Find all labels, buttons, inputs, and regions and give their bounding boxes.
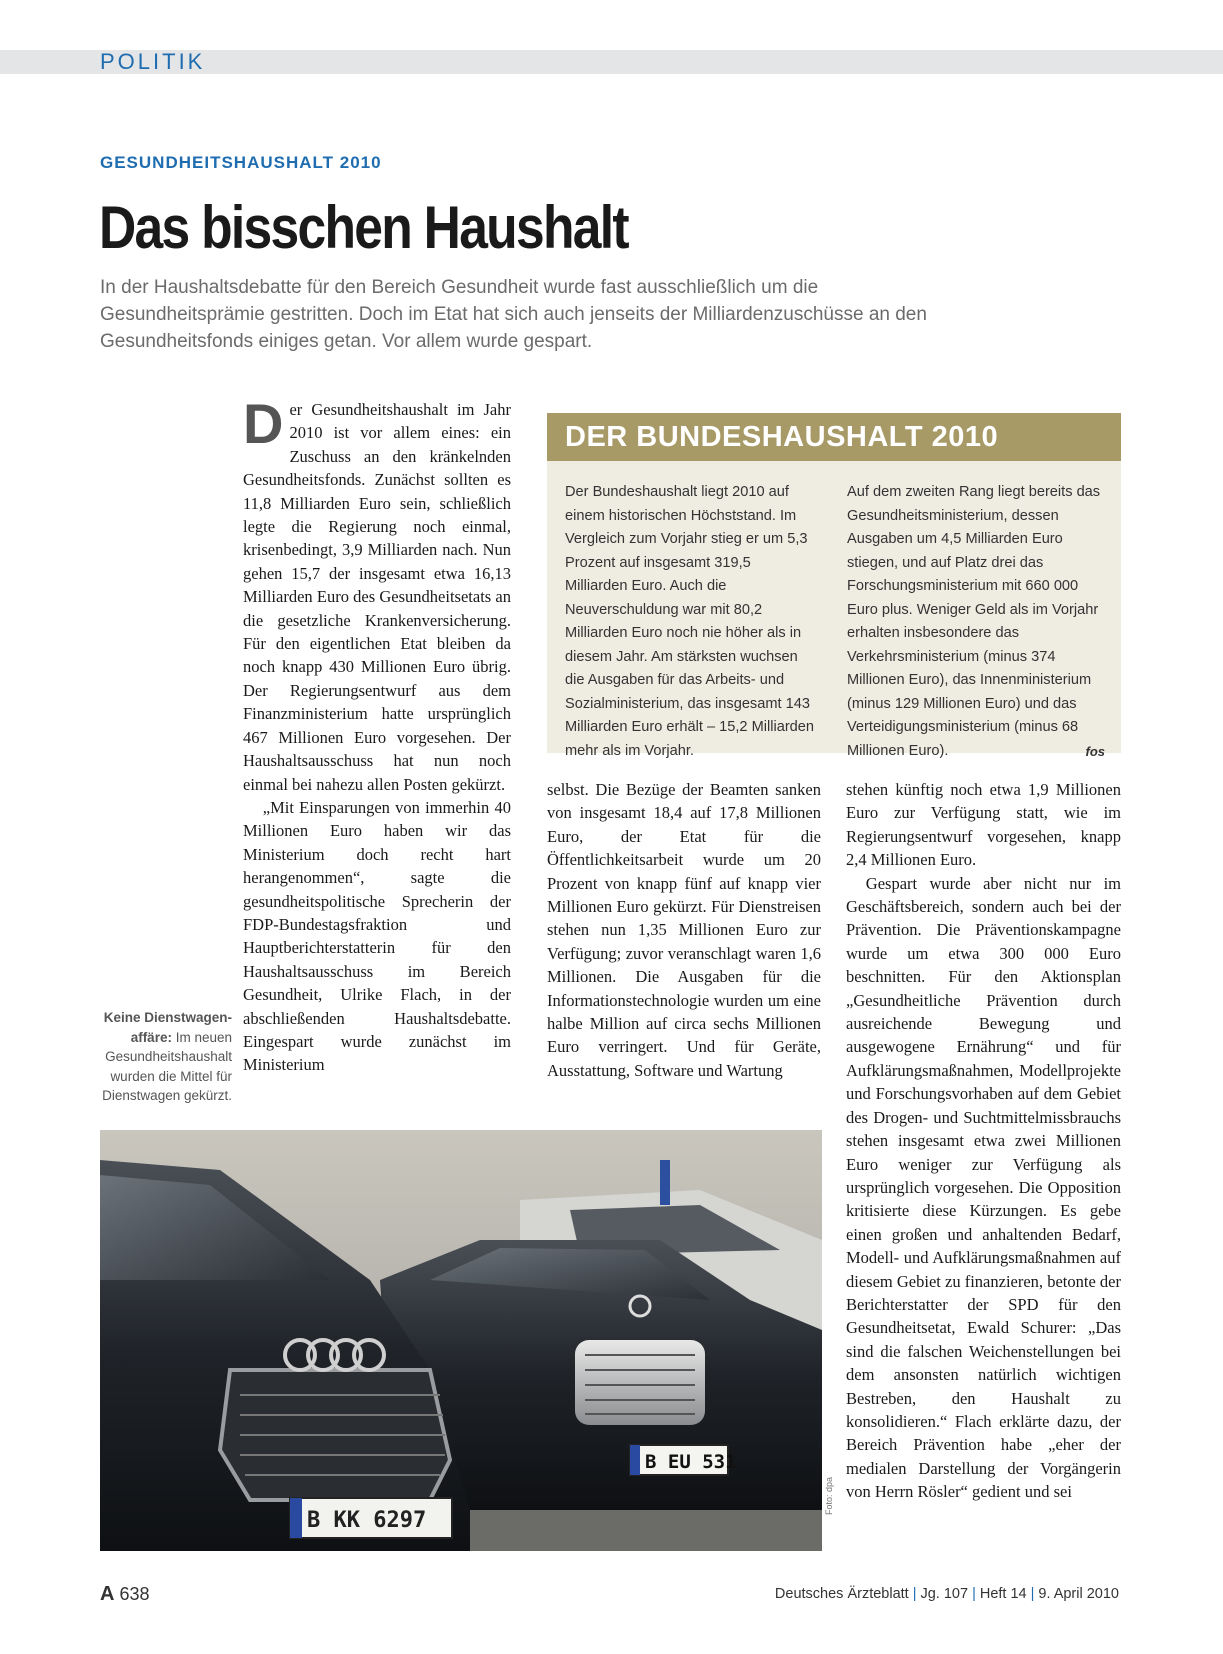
cars-photo-illustration — [100, 1130, 822, 1551]
info-box-text-left: Der Bundeshaushalt liegt 2010 auf einem historischen Höchststand. Im Vergleich zum Vorjahr stieg er um 5,3 Prozent auf insgesamt 319,5 Milliarden Euro. Auch die Neuverschuldung war mit 80,2 Milliarden Euro noch nie höher als in diesem Jahr. Am stärksten wuchsen die Ausgaben für das Arbeits- und Sozialministerium, das insgesamt 143 Milliarden Euro erhält – 15,2 Milliarden mehr als im Vorjahr. — [565, 484, 815, 759]
caption-bold: Keine Dienstwagenaffäre: — [103, 1010, 232, 1045]
article-paragraph: selbst. Die Bezüge der Beamten sanken von insgesamt 18,4 auf 17,8 Millionen Euro, der Etat für die Öffentlichkeitsarbeit wurde um 20 Prozent von knapp fünf auf knapp vier Millionen Euro gekürzt. Für Dienstreisen stehen nun 1,35 Millionen Euro zur Verfügung; zuvor veranschlagt waren 1,6 Millionen. Die Ausgaben für die Informationstechnologie wurden um eine halbe Million auf circa sechs Millionen Euro verringert. Und für Geräte, Ausstattung, Software und Wartung — [547, 780, 821, 1080]
license-plate-right: B EU 531 — [645, 1451, 737, 1473]
info-box-signature: fos — [1085, 743, 1105, 759]
article-paragraph: stehen künftig noch etwa 1,9 Millionen Euro zur Verfügung statt, wie im Regierungsentwurf vorgesehen, knapp 2,4 Millionen Euro. — [846, 780, 1121, 870]
section-label: POLITIK — [100, 49, 206, 74]
photo-credit: Foto: dpa — [824, 1476, 834, 1515]
info-box — [547, 413, 1121, 759]
article-photo — [100, 1130, 822, 1551]
article-kicker: GESUNDHEITSHAUSHALT 2010 — [100, 153, 382, 172]
journal-issue: Heft 14 — [979, 1586, 1027, 1602]
article-column-3 — [846, 778, 1121, 1504]
footer-journal-info: Deutsches Ärzteblatt | Jg. 107 | Heft 14 | 9. April 2010 — [774, 1586, 1119, 1602]
article-column-1 — [243, 392, 511, 1077]
caption-text: Im neuen Gesundheitshaushalt wurden die Mittel für Dienstwagen gekürzt. — [102, 1029, 232, 1103]
article-paragraph: Gespart wurde aber nicht nur im Geschäftsbereich, sondern auch bei der Prävention. Die Präventionskampagne wurde um etwa 300 000 Euro beschnitten. Für den Aktionsplan „Gesundheitliche Prävention durch ausreichende Bewegung und ausgewogene Ernährung“ und für Aufklärungsmaßnahmen, Modellprojekte und Forschungsvorhaben auf dem Gebiet des Drogen- und Suchtmittelmissbrauchs stehen insgesamt etwa zwei Millionen Euro weniger zur Verfügung als ursprünglich vorgesehen. Die Opposition kritisierte diese Kürzungen. Es gebe einen großen und anhaltenden Bedarf, Modell- und Aufklärungsmaßnahmen auf diesem Gebiet zu finanzieren, betonte der Berichterstatter der SPD für den Gesundheitsetat, Ewald Schurer: „Das sind die falschen Weichenstellungen bei dem ansonsten natürlich wichtigen Bestreben, den Haushalt zu konsolidieren.“ Flach erklärte dazu, der Bereich Prävention habe „eher der medialen Darstellung der Vorgängerin von Herrn Rösler“ gedient und sei — [846, 873, 1121, 1502]
journal-date: 9. April 2010 — [1038, 1586, 1119, 1602]
journal-volume: Jg. 107 — [920, 1586, 969, 1602]
page-number: A 638 — [100, 1583, 150, 1605]
article-paragraph: „Mit Einsparungen von immerhin 40 Millionen Euro haben wir das Ministerium doch recht hart herangenommen“, sagte die gesundheitspolitische Sprecherin der FDP-Bundestagsfraktion und Hauptberichterstatterin für den Haushaltsausschuss im Bereich Gesundheit, Ulrike Flach, in der abschließenden Haushaltsdebatte. Eingespart wurde zunächst im Ministerium — [243, 797, 511, 1075]
article-title: Das bisschen Haushalt — [99, 194, 628, 261]
article-lead: In der Haushaltsdebatte für den Bereich Gesundheit wurde fast ausschließlich um die Gesundheitsprämie gestritten. Doch im Etat hat sich auch jenseits der Milliardenzuschüsse an den Gesundheitsfonds einiges getan. Vor allem wurde gespart. — [100, 277, 927, 352]
info-box-title: DER BUNDESHAUSHALT 2010 — [547, 413, 1121, 461]
article-paragraph: Der Gesundheitshaushalt im Jahr 2010 ist vor allem eines: ein Zuschuss an den kränkelnden Gesundheitsfonds. Zunächst sollten es 11,8 Milliarden Euro sein, schließlich legte die Regierung noch einmal, krisenbedingt, 3,9 Milliarden nach. Nun gehen 15,7 der insgesamt etwa 16,13 Milliarden Euro des Gesundheitsetats an die gesetzliche Krankenversicherung. Für den eigentlichen Etat bleiben da noch knapp 430 Millionen Euro übrig. Der Regierungsentwurf aus dem Finanzministerium hatte ursprünglich 467 Millionen Euro vorgesehen. Der Haushaltsausschuss hat nun noch einmal bei nahezu allen Posten gekürzt. — [243, 392, 511, 794]
dropcap: D — [243, 392, 284, 455]
info-box-text-right: Auf dem zweiten Rang liegt bereits das Gesundheitsministerium, dessen Ausgaben um 4,5 Milliarden Euro stiegen, und auf Platz drei das Forschungsministerium mit 660 000 Euro plus. Weniger Geld als im Vorjahr erhalten insbesondere das Verkehrsministerium (minus 374 Millionen Euro), das Innenministerium (minus 129 Millionen Euro) und das Verteidigungsministerium (minus 68 Millionen Euro). fos — [847, 481, 1105, 763]
license-plate-left: B KK 6297 — [307, 1508, 427, 1533]
article-column-2 — [547, 778, 821, 1082]
photo-caption — [100, 1008, 232, 1106]
journal-name: Deutsches Ärzteblatt — [774, 1586, 909, 1602]
